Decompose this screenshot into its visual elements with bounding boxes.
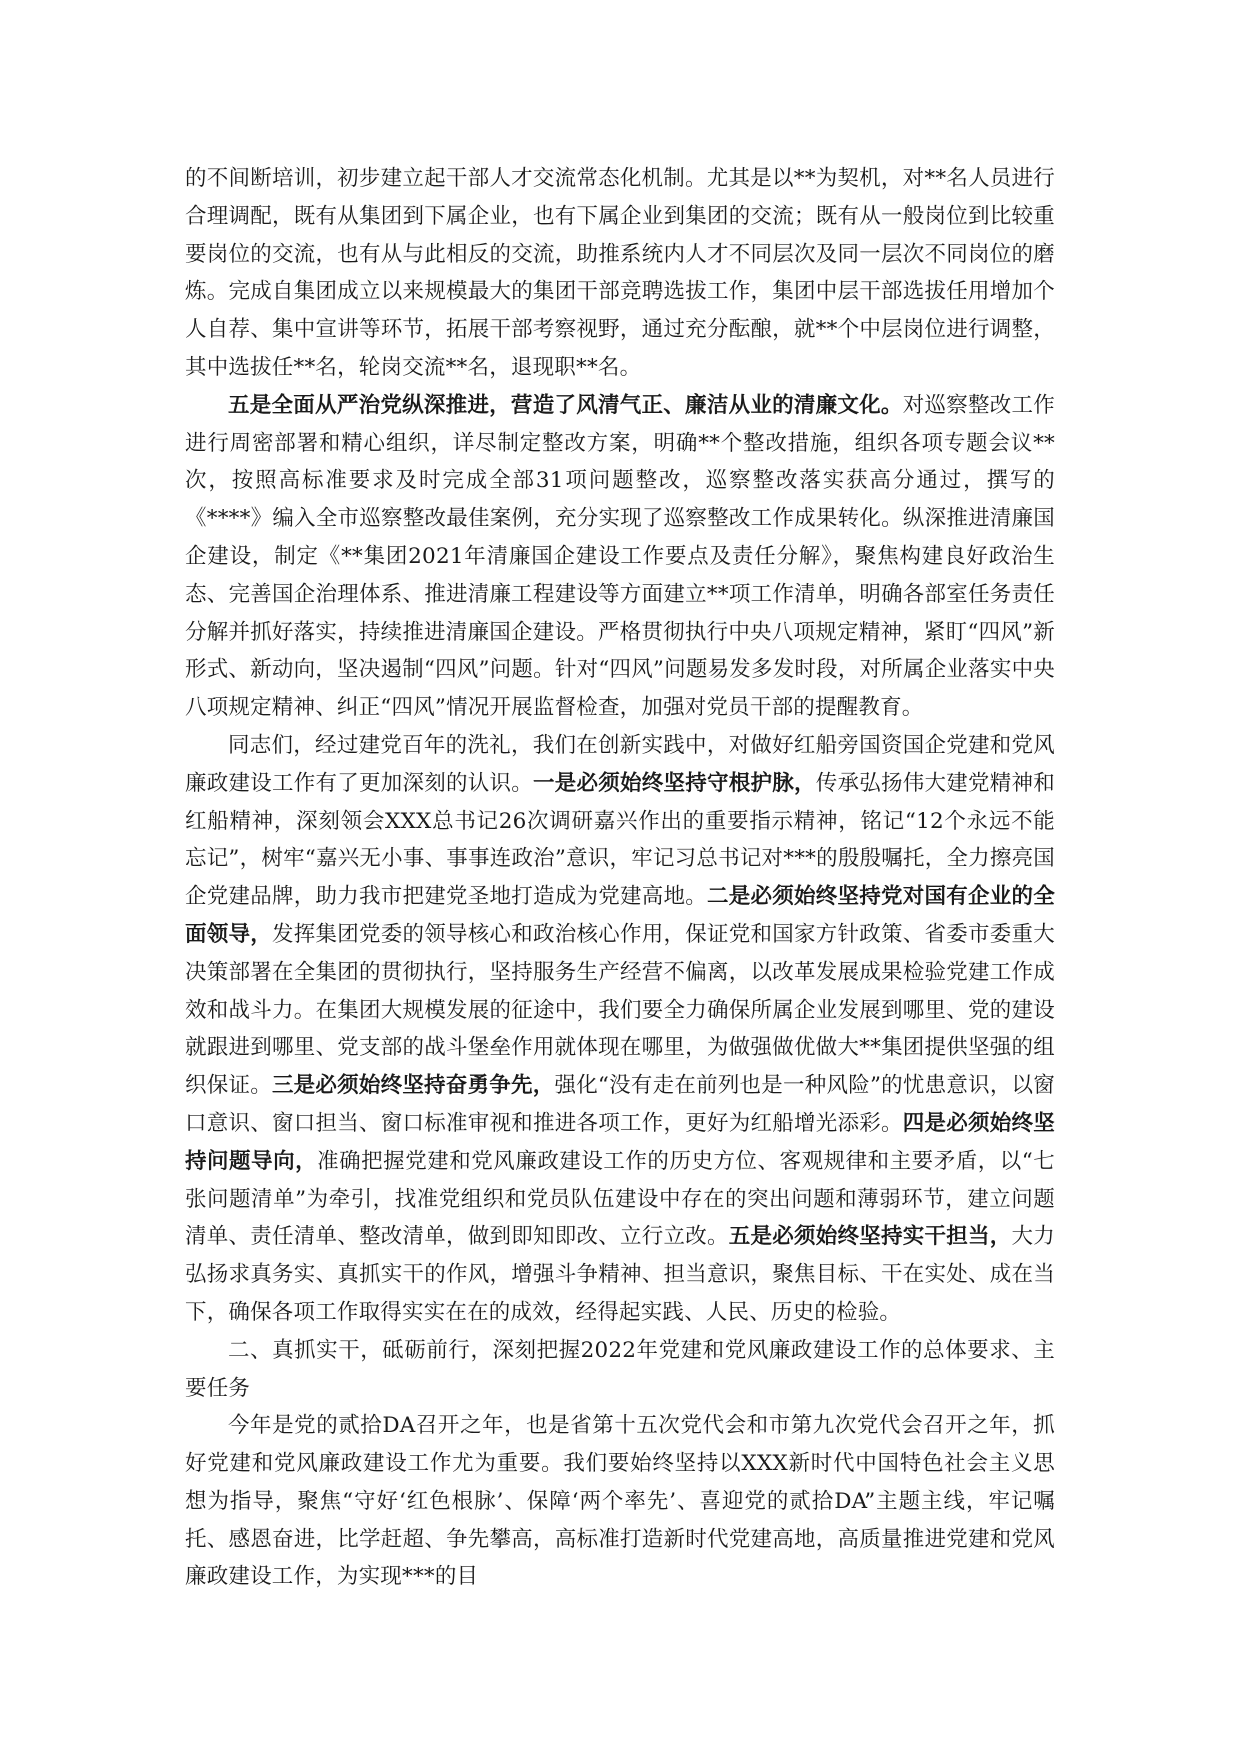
- paragraph-cadre-training: [185, 160, 1055, 387]
- paragraph-text: 今年是党的贰拾DA召开之年，也是省第十五次党代会和市第九次党代会召开之年，抓好党建和党风廉政建设工作尤为重要。我们要始终坚持以XXX新时代中国特色社会主义思想为指导，聚焦“守好‘红色根脉’、保障‘两个率先’、喜迎党的贰拾DA”主题主线，牢记嘱托、感恩奋进，比学赶超、争先攀高，高标准打造新时代党建高地，高质量推进党建和党风廉政建设工作，为实现***的目: [185, 1413, 1055, 1590]
- paragraph-this-year: [185, 1407, 1055, 1596]
- paragraph-heading: 五是全面从严治党纵深推进，营造了风清气正、廉洁从业的清廉文化。: [228, 392, 903, 418]
- paragraph-text: 对巡察整改工作进行周密部署和精心组织，详尽制定整改方案，明确**个整改措施，组织各项专题会议**次，按照高标准要求及时完成全部31项问题整改，巡察整改落实获高分通过，撰写的《****》编入全市巡察整改最佳案例，充分实现了巡察整改工作成果转化。纵深推进清廉国企建设，制定《**集团2021年清廉国企建设工作要点及责任分解》，聚焦构建良好政治生态、完善国企治理体系、推进清廉工程建设等方面建立**项工作清单，明确各部室任务责任分解并抓好落实，持续推进清廉国企建设。严格贯彻执行中央八项规定精神，紧盯“四风”新形式、新动向，坚决遏制“四风”问题。针对“四风”问题易发多发时段，对所属企业落实中央八项规定精神、纠正“四风”情况开展监督检查，加强对党员干部的提醒教育。: [185, 392, 1055, 721]
- document-page: [185, 160, 1055, 1596]
- point-text-3: 强化“没有走在前列也是一种风险”的忧患意识，以窗口意识、窗口担当、窗口标准审视和推进各项工作，更好为红船增光添彩。: [185, 1073, 1055, 1136]
- point-text-1: 传承弘扬伟大建党精神和红船精神，深刻领会XXX总书记26次调研嘉兴作出的重要指示精神，铭记“12个永远不能忘记”，树牢“嘉兴无小事、事事连政治”意识，牢记习总书记对***的殷殷嘱托，全力擦亮国企党建品牌，助力我市把建党圣地打造成为党建高地。: [185, 770, 1055, 910]
- paragraph-strict-governance: [185, 387, 1055, 727]
- point-heading-3: 三是必须始终坚持奋勇争先，: [271, 1073, 555, 1099]
- point-text-4: 准确把握党建和党风廉政建设工作的历史方位、客观规律和主要矛盾，以“七张问题清单”为牵引，找准党组织和党员队伍建设中存在的突出问题和薄弱环节，建立问题清单、责任清单、整改清单，做到即知即改、立行立改。: [185, 1148, 1055, 1250]
- paragraph-understanding: [185, 727, 1055, 1332]
- point-heading-1: 一是必须始终坚持守根护脉，: [533, 770, 816, 796]
- point-heading-5: 五是必须始终坚持实干担当，: [728, 1224, 1012, 1250]
- point-heading-2: 二是必须始终坚持党对国有企业的全面领导，: [185, 884, 1055, 947]
- section-heading-text: 二、真抓实干，砥砺前行，深刻把握2022年党建和党风廉政建设工作的总体要求、主要任务: [185, 1337, 1055, 1401]
- section-heading-2022: [185, 1332, 1055, 1408]
- point-heading-4: 四是必须始终坚持问题导向，: [185, 1110, 1056, 1174]
- point-text-2: 发挥集团党委的领导核心和政治核心作用，保证党和国家方针政策、省委市委重大决策部署在全集团的贯彻执行，坚持服务生产经营不偏离，以改革发展成果检验党建工作成效和战斗力。在集团大规模发展的征途中，我们要全力确保所属企业发展到哪里、党的建设就跟进到哪里、党支部的战斗堡垒作用就体现在哪里，为做强做优做大**集团提供坚强的组织保证。: [185, 921, 1055, 1099]
- paragraph-text: 的不间断培训，初步建立起干部人才交流常态化机制。尤其是以**为契机，对**名人员进行合理调配，既有从集团到下属企业，也有下属企业到集团的交流；既有从一般岗位到比较重要岗位的交流，也有从与此相反的交流，助推系统内人才不同层次及同一层次不同岗位的磨炼。完成自集团成立以来规模最大的集团干部竞聘选拔工作，集团中层干部选拔任用增加个人自荐、集中宣讲等环节，拓展干部考察视野，通过充分酝酿，就**个中层岗位进行调整，其中选拔任**名，轮岗交流**名，退现职**名。: [185, 166, 1055, 380]
- point-text-5: 大力弘扬求真务实、真抓实干的作风，增强斗争精神、担当意识，聚焦目标、干在实处、成在当下，确保各项工作取得实实在在的成效，经得起实践、人民、历史的检验。: [185, 1224, 1055, 1325]
- paragraph-text: 同志们，经过建党百年的洗礼，我们在创新实践中，对做好红船旁国资国企党建和党风廉政建设工作有了更加深刻的认识。: [185, 732, 1055, 796]
